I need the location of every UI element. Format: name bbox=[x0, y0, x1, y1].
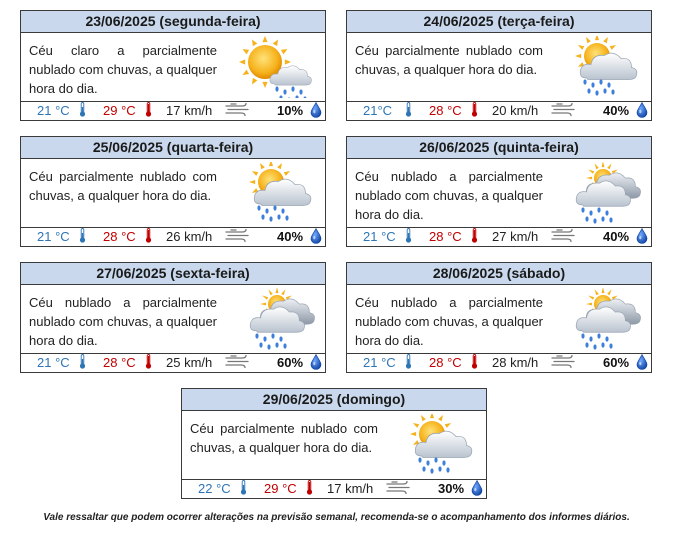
rain-probability: 60% bbox=[277, 355, 304, 370]
forecast-card bbox=[20, 10, 326, 121]
forecast-description: Céu nublado a parcialmente nublado com chuvas, a qualquer hora do dia. bbox=[355, 295, 543, 348]
thermometer-cold-icon bbox=[79, 228, 86, 248]
min-temperature: 21 °C bbox=[363, 229, 396, 244]
thermometer-cold-icon bbox=[79, 102, 86, 122]
thermometer-hot-icon bbox=[145, 354, 152, 374]
wind-speed: 28 km/h bbox=[492, 355, 539, 370]
rain-probability: 60% bbox=[603, 355, 630, 370]
rain-probability: 10% bbox=[277, 103, 304, 118]
wind-speed: 26 km/h bbox=[166, 229, 213, 244]
rain-drop-icon bbox=[310, 228, 322, 249]
forecast-description: Céu nublado a parcialmente nublado com chuvas, a qualquer hora do dia. bbox=[29, 295, 217, 348]
rain-drop-icon bbox=[310, 102, 322, 123]
rain-probability: 40% bbox=[603, 229, 630, 244]
sun-rain-icon bbox=[233, 36, 317, 98]
forecast-stats bbox=[21, 101, 325, 120]
forecast-card bbox=[181, 388, 487, 499]
rain-drop-icon bbox=[636, 102, 648, 123]
thermometer-hot-icon bbox=[306, 480, 313, 500]
wind-icon bbox=[225, 228, 251, 248]
rain-drop-icon bbox=[636, 354, 648, 375]
rain-drop-icon bbox=[310, 354, 322, 375]
thermometer-hot-icon bbox=[471, 228, 478, 248]
min-temperature: 21 °C bbox=[37, 355, 70, 370]
wind-speed: 20 km/h bbox=[492, 103, 539, 118]
forecast-description: Céu parcialmente nublado com chuvas, a qualquer hora do dia. bbox=[29, 169, 217, 203]
max-temperature: 29 °C bbox=[103, 103, 136, 118]
forecast-description: Céu parcialmente nublado com chuvas, a qualquer hora do dia. bbox=[190, 421, 378, 455]
forecast-stats bbox=[347, 227, 651, 246]
wind-speed: 17 km/h bbox=[166, 103, 213, 118]
forecast-stats bbox=[182, 479, 486, 498]
rain-probability: 30% bbox=[438, 481, 465, 496]
footer-note: Vale ressaltar que podem ocorrer alterações na previsão semanal, recomenda-se o acompanhamento dos informes diários. bbox=[43, 512, 630, 523]
min-temperature: 21 °C bbox=[363, 355, 396, 370]
cloudy-rain-icon bbox=[559, 162, 643, 224]
thermometer-hot-icon bbox=[471, 102, 478, 122]
thermometer-cold-icon bbox=[240, 480, 247, 500]
max-temperature: 28 °C bbox=[429, 355, 462, 370]
thermometer-hot-icon bbox=[145, 228, 152, 248]
forecast-card bbox=[346, 136, 652, 247]
max-temperature: 28 °C bbox=[103, 229, 136, 244]
min-temperature: 21°C bbox=[363, 103, 393, 118]
partly-cloudy-rain-icon bbox=[559, 36, 643, 98]
max-temperature: 29 °C bbox=[264, 481, 297, 496]
thermometer-cold-icon bbox=[79, 354, 86, 374]
partly-cloudy-rain-icon bbox=[233, 162, 317, 224]
forecast-date: 23/06/2025 (segunda-feira) bbox=[21, 11, 325, 33]
wind-icon bbox=[225, 354, 251, 374]
min-temperature: 21 °C bbox=[37, 103, 70, 118]
wind-icon bbox=[225, 102, 251, 122]
rain-drop-icon bbox=[636, 228, 648, 249]
wind-speed: 17 km/h bbox=[327, 481, 374, 496]
forecast-date: 28/06/2025 (sábado) bbox=[347, 263, 651, 285]
forecast-stats bbox=[347, 101, 651, 120]
wind-icon bbox=[551, 228, 577, 248]
forecast-card bbox=[20, 136, 326, 247]
forecast-date: 25/06/2025 (quarta-feira) bbox=[21, 137, 325, 159]
thermometer-hot-icon bbox=[471, 354, 478, 374]
rain-probability: 40% bbox=[603, 103, 630, 118]
thermometer-cold-icon bbox=[405, 102, 412, 122]
forecast-card bbox=[346, 262, 652, 373]
forecast-description: Céu parcialmente nublado com chuvas, a qualquer hora do dia. bbox=[355, 43, 543, 77]
thermometer-hot-icon bbox=[145, 102, 152, 122]
max-temperature: 28 °C bbox=[429, 229, 462, 244]
thermometer-cold-icon bbox=[405, 354, 412, 374]
wind-icon bbox=[551, 354, 577, 374]
cloudy-rain-icon bbox=[559, 288, 643, 350]
forecast-date: 26/06/2025 (quinta-feira) bbox=[347, 137, 651, 159]
min-temperature: 21 °C bbox=[37, 229, 70, 244]
rain-probability: 40% bbox=[277, 229, 304, 244]
wind-icon bbox=[386, 480, 412, 500]
forecast-stats bbox=[21, 353, 325, 372]
thermometer-cold-icon bbox=[405, 228, 412, 248]
wind-icon bbox=[551, 102, 577, 122]
max-temperature: 28 °C bbox=[103, 355, 136, 370]
forecast-description: Céu claro a parcialmente nublado com chuvas, a qualquer hora do dia. bbox=[29, 43, 217, 96]
cloudy-rain-icon bbox=[233, 288, 317, 350]
forecast-stats bbox=[347, 353, 651, 372]
forecast-stats bbox=[21, 227, 325, 246]
forecast-date: 24/06/2025 (terça-feira) bbox=[347, 11, 651, 33]
forecast-description: Céu nublado a parcialmente nublado com chuvas, a qualquer hora do dia. bbox=[355, 169, 543, 222]
min-temperature: 22 °C bbox=[198, 481, 231, 496]
wind-speed: 25 km/h bbox=[166, 355, 213, 370]
rain-drop-icon bbox=[471, 480, 483, 501]
forecast-date: 29/06/2025 (domingo) bbox=[182, 389, 486, 411]
forecast-card bbox=[20, 262, 326, 373]
forecast-card bbox=[346, 10, 652, 121]
wind-speed: 27 km/h bbox=[492, 229, 539, 244]
partly-cloudy-rain-icon bbox=[394, 414, 478, 476]
max-temperature: 28 °C bbox=[429, 103, 462, 118]
forecast-date: 27/06/2025 (sexta-feira) bbox=[21, 263, 325, 285]
